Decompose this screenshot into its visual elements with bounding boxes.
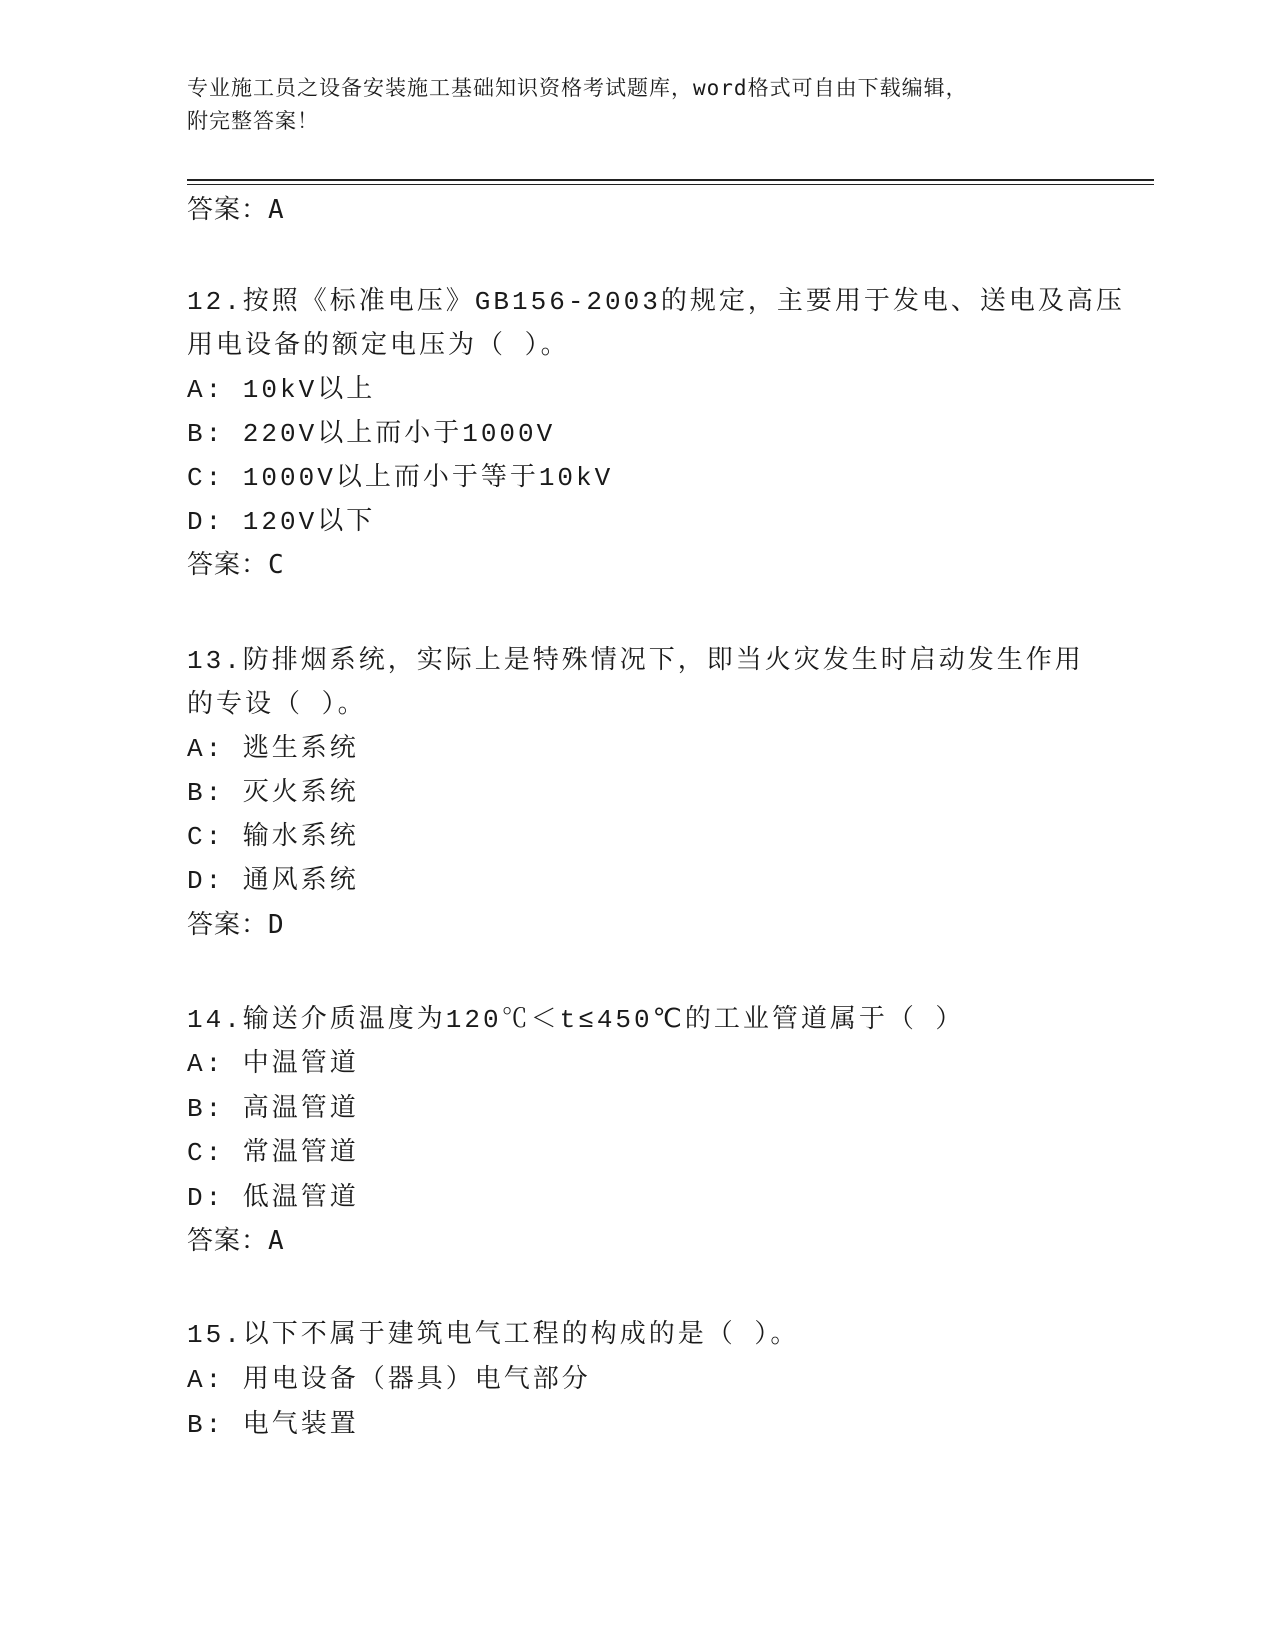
question-13-option-a: A: 逃生系统 [187, 734, 359, 764]
question-15-option-a: A: 用电设备（器具）电气部分 [187, 1365, 591, 1395]
question-12-stem: 12.按照《标准电压》GB156-2003的规定，主要用于发电、送电及高压 [187, 287, 1125, 317]
question-14-option-d: D: 低温管道 [187, 1183, 359, 1213]
question-12-option-b: B: 220V以上而小于1000V [187, 419, 556, 449]
header-divider-thin [187, 184, 1154, 185]
question-14-stem: 14.输送介质温度为120℃＜t≤450℃的工业管道属于（ ） [187, 1005, 965, 1035]
question-14-option-b: B: 高温管道 [187, 1094, 359, 1124]
header-line-1: 专业施工员之设备安装施工基础知识资格考试题库，word格式可自由下载编辑， [187, 76, 968, 100]
question-13-option-d: D: 通风系统 [187, 866, 359, 896]
question-15-option-b: B: 电气装置 [187, 1410, 359, 1440]
question-13-option-c: C: 输水系统 [187, 822, 359, 852]
question-13-answer: 答案：D [187, 910, 285, 940]
answer-line: 答案：A [187, 195, 285, 225]
question-14-option-c: C: 常温管道 [187, 1138, 359, 1168]
document-header [187, 72, 1087, 138]
header-line-2: 附完整答案！ [187, 109, 319, 133]
question-12-answer: 答案：C [187, 550, 285, 580]
header-divider-thick [187, 179, 1154, 181]
question-13-stem: 13.防排烟系统，实际上是特殊情况下，即当火灾发生时启动发生作用 [187, 646, 1084, 676]
question-12-option-c: C: 1000V以上而小于等于10kV [187, 463, 614, 493]
question-12-option-d: D: 120V以下 [187, 507, 376, 537]
question-13-option-b: B: 灭火系统 [187, 778, 359, 808]
question-14-answer: 答案：A [187, 1226, 285, 1256]
question-13-stem-cont: 的专设（ ）。 [187, 690, 367, 720]
question-12-option-a: A: 10kV以上 [187, 375, 376, 405]
question-14-option-a: A: 中温管道 [187, 1049, 359, 1079]
question-15-stem: 15.以下不属于建筑电气工程的构成的是（ ）。 [187, 1320, 800, 1350]
question-12-stem-cont: 用电设备的额定电压为（ ）。 [187, 331, 570, 361]
